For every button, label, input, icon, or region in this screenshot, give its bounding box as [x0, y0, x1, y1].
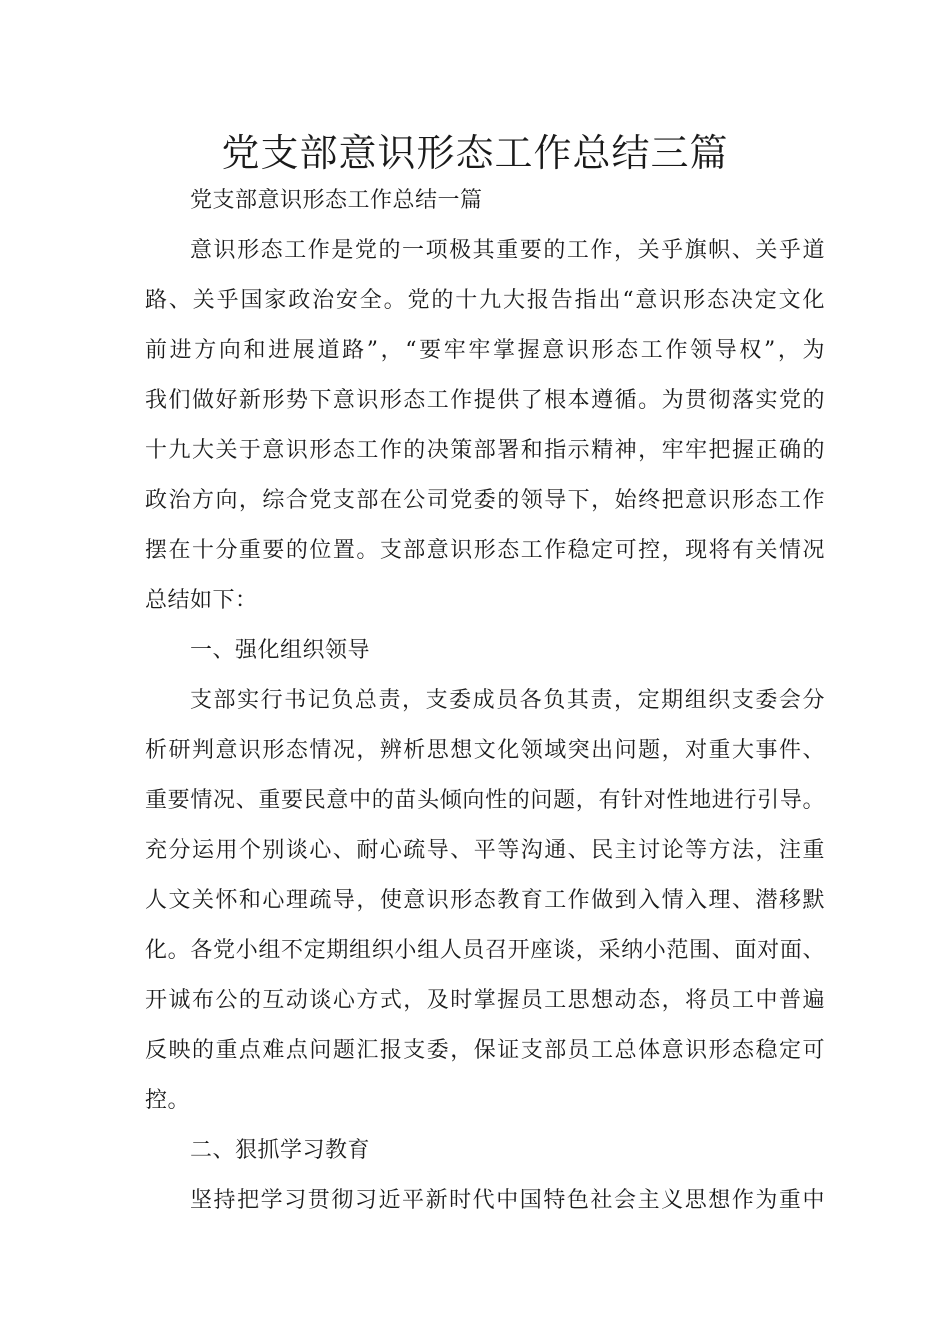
paragraph-line: 控。 [145, 1088, 191, 1113]
paragraph-line: 路、关乎国家政治安全。党的十九大报告指出“意识形态决定文化 [145, 288, 825, 313]
paragraph-line: 前进方向和进展道路”，“要牢牢掌握意识形态工作领导权”，为 [145, 338, 825, 363]
section-heading: 一、强化组织领导 [190, 638, 371, 663]
paragraph-line: 坚持把学习贯彻习近平新时代中国特色社会主义思想作为重中 [190, 1188, 825, 1213]
paragraph-line: 支部实行书记负总责，支委成员各负其责，定期组织支委会分 [190, 688, 825, 713]
paragraph-line: 十九大关于意识形态工作的决策部署和指示精神，牢牢把握正确的 [145, 438, 825, 463]
section-heading: 二、狠抓学习教育 [190, 1138, 371, 1163]
paragraph-line: 充分运用个别谈心、耐心疏导、平等沟通、民主讨论等方法，注重 [145, 838, 825, 863]
paragraph-line: 总结如下： [145, 588, 258, 613]
paragraph-line: 政治方向，综合党支部在公司党委的领导下，始终把意识形态工作 [145, 488, 825, 513]
document-title: 党支部意识形态工作总结三篇 [221, 131, 729, 175]
paragraph-line: 反映的重点难点问题汇报支委，保证支部员工总体意识形态稳定可 [145, 1038, 825, 1063]
paragraph-line: 意识形态工作是党的一项极其重要的工作，关乎旗帜、关乎道 [190, 238, 825, 263]
paragraph-line: 化。各党小组不定期组织小组人员召开座谈，采纳小范围、面对面、 [145, 938, 825, 963]
paragraph-line: 摆在十分重要的位置。支部意识形态工作稳定可控，现将有关情况 [145, 538, 825, 563]
paragraph-line: 析研判意识形态情况，辨析思想文化领域突出问题，对重大事件、 [145, 738, 825, 763]
paragraph-line: 重要情况、重要民意中的苗头倾向性的问题，有针对性地进行引导。 [145, 788, 825, 813]
paragraph-line: 我们做好新形势下意识形态工作提供了根本遵循。为贯彻落实党的 [145, 388, 825, 413]
paragraph-line: 人文关怀和心理疏导，使意识形态教育工作做到入情入理、潜移默 [145, 888, 825, 913]
subtitle-line: 党支部意识形态工作总结一篇 [190, 188, 483, 213]
paragraph-line: 开诚布公的互动谈心方式，及时掌握员工思想动态，将员工中普遍 [145, 988, 825, 1013]
